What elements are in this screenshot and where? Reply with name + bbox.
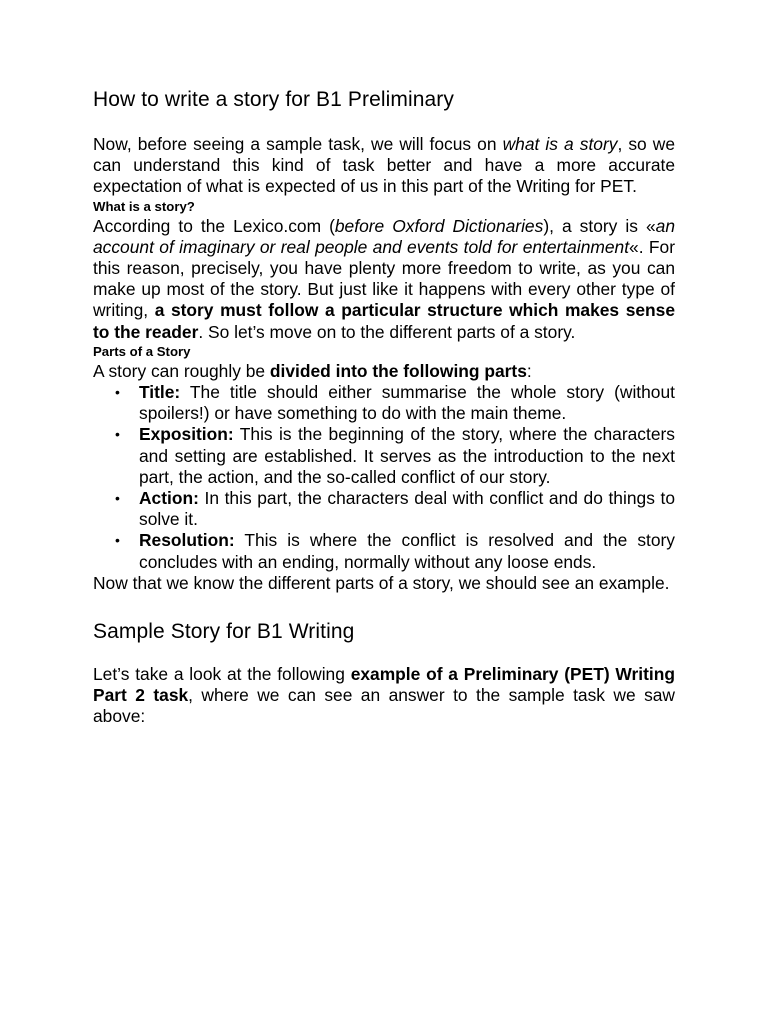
section-heading: Sample Story for B1 Writing (93, 620, 355, 644)
list-item (115, 530, 675, 572)
parts-list (93, 382, 675, 573)
what-is-story-heading: What is a story? (93, 198, 195, 214)
list-item (115, 424, 675, 488)
definition-text-1: According to the Lexico.com ( (93, 215, 335, 236)
sample-strong: example of a Preliminary (PET) Writing Part 2 task (93, 664, 675, 706)
definition-paragraph (93, 216, 675, 343)
sample-paragraph (93, 664, 675, 728)
parts-intro-text-1: A story can roughly be (93, 360, 270, 381)
bullet-icon: • (115, 532, 120, 549)
list-item-text: The title should either summarise the whole story (without spoilers!) or have something to do with the main theme. (139, 382, 675, 424)
sample-text-1: Let’s take a look at the following (93, 664, 351, 685)
intro-emphasis: what is a story (502, 134, 618, 154)
definition-text-2: ), a story is « (543, 215, 656, 236)
list-item-term: Resolution: (139, 530, 235, 551)
parts-intro-paragraph (93, 361, 675, 382)
bullet-icon: • (115, 384, 120, 401)
list-item-term: Exposition: (139, 424, 234, 445)
definition-emphasis-1: before Oxford Dictionaries (334, 215, 544, 236)
list-item-text: In this part, the characters deal with conflict and do things to solve it. (139, 488, 675, 530)
intro-paragraph (93, 134, 675, 198)
sample-text-2: , where we can see an answer to the sample task we saw above: (93, 685, 675, 727)
list-item-term: Title: (139, 382, 181, 403)
parts-heading: Parts of a Story (93, 343, 191, 359)
definition-strong: a story must follow a particular structure which makes sense to the reader (93, 300, 676, 342)
bullet-icon: • (115, 426, 120, 443)
list-item (115, 382, 675, 424)
parts-intro-strong: divided into the following parts (269, 360, 527, 381)
definition-text-4: . So let’s move on to the different parts of a story. (198, 321, 576, 342)
definition-text-3: «. For this reason, precisely, you have plenty more freedom to write, as you can make up most of the story. But just like it happens with every other type of writing, (93, 236, 675, 321)
parts-intro-text-2: : (526, 360, 532, 381)
page-title: How to write a story for B1 Preliminary (93, 88, 455, 111)
outro-paragraph: Now that we know the different parts of a story, we should see an example. (93, 572, 670, 593)
intro-text-1: Now, before seeing a sample task, we will focus on (93, 134, 503, 154)
bullet-icon: • (115, 490, 120, 507)
intro-text-2: , so we can understand this kind of task better and have a more accurate expectation of what is expected of us in this part of the Writing for PET. (93, 134, 675, 197)
list-item (115, 488, 675, 530)
document-page (93, 86, 675, 728)
list-item-text: This is the beginning of the story, where the characters and setting are established. It serves as the introduction to the next part, the action, and the so-called conflict of our story. (139, 424, 675, 487)
definition-quote: an account of imaginary or real people and events told for entertainment (93, 215, 675, 257)
list-item-text: This is where the conflict is resolved and the story concludes with an ending, normally without any loose ends. (139, 530, 675, 572)
list-item-term: Action: (139, 488, 199, 509)
